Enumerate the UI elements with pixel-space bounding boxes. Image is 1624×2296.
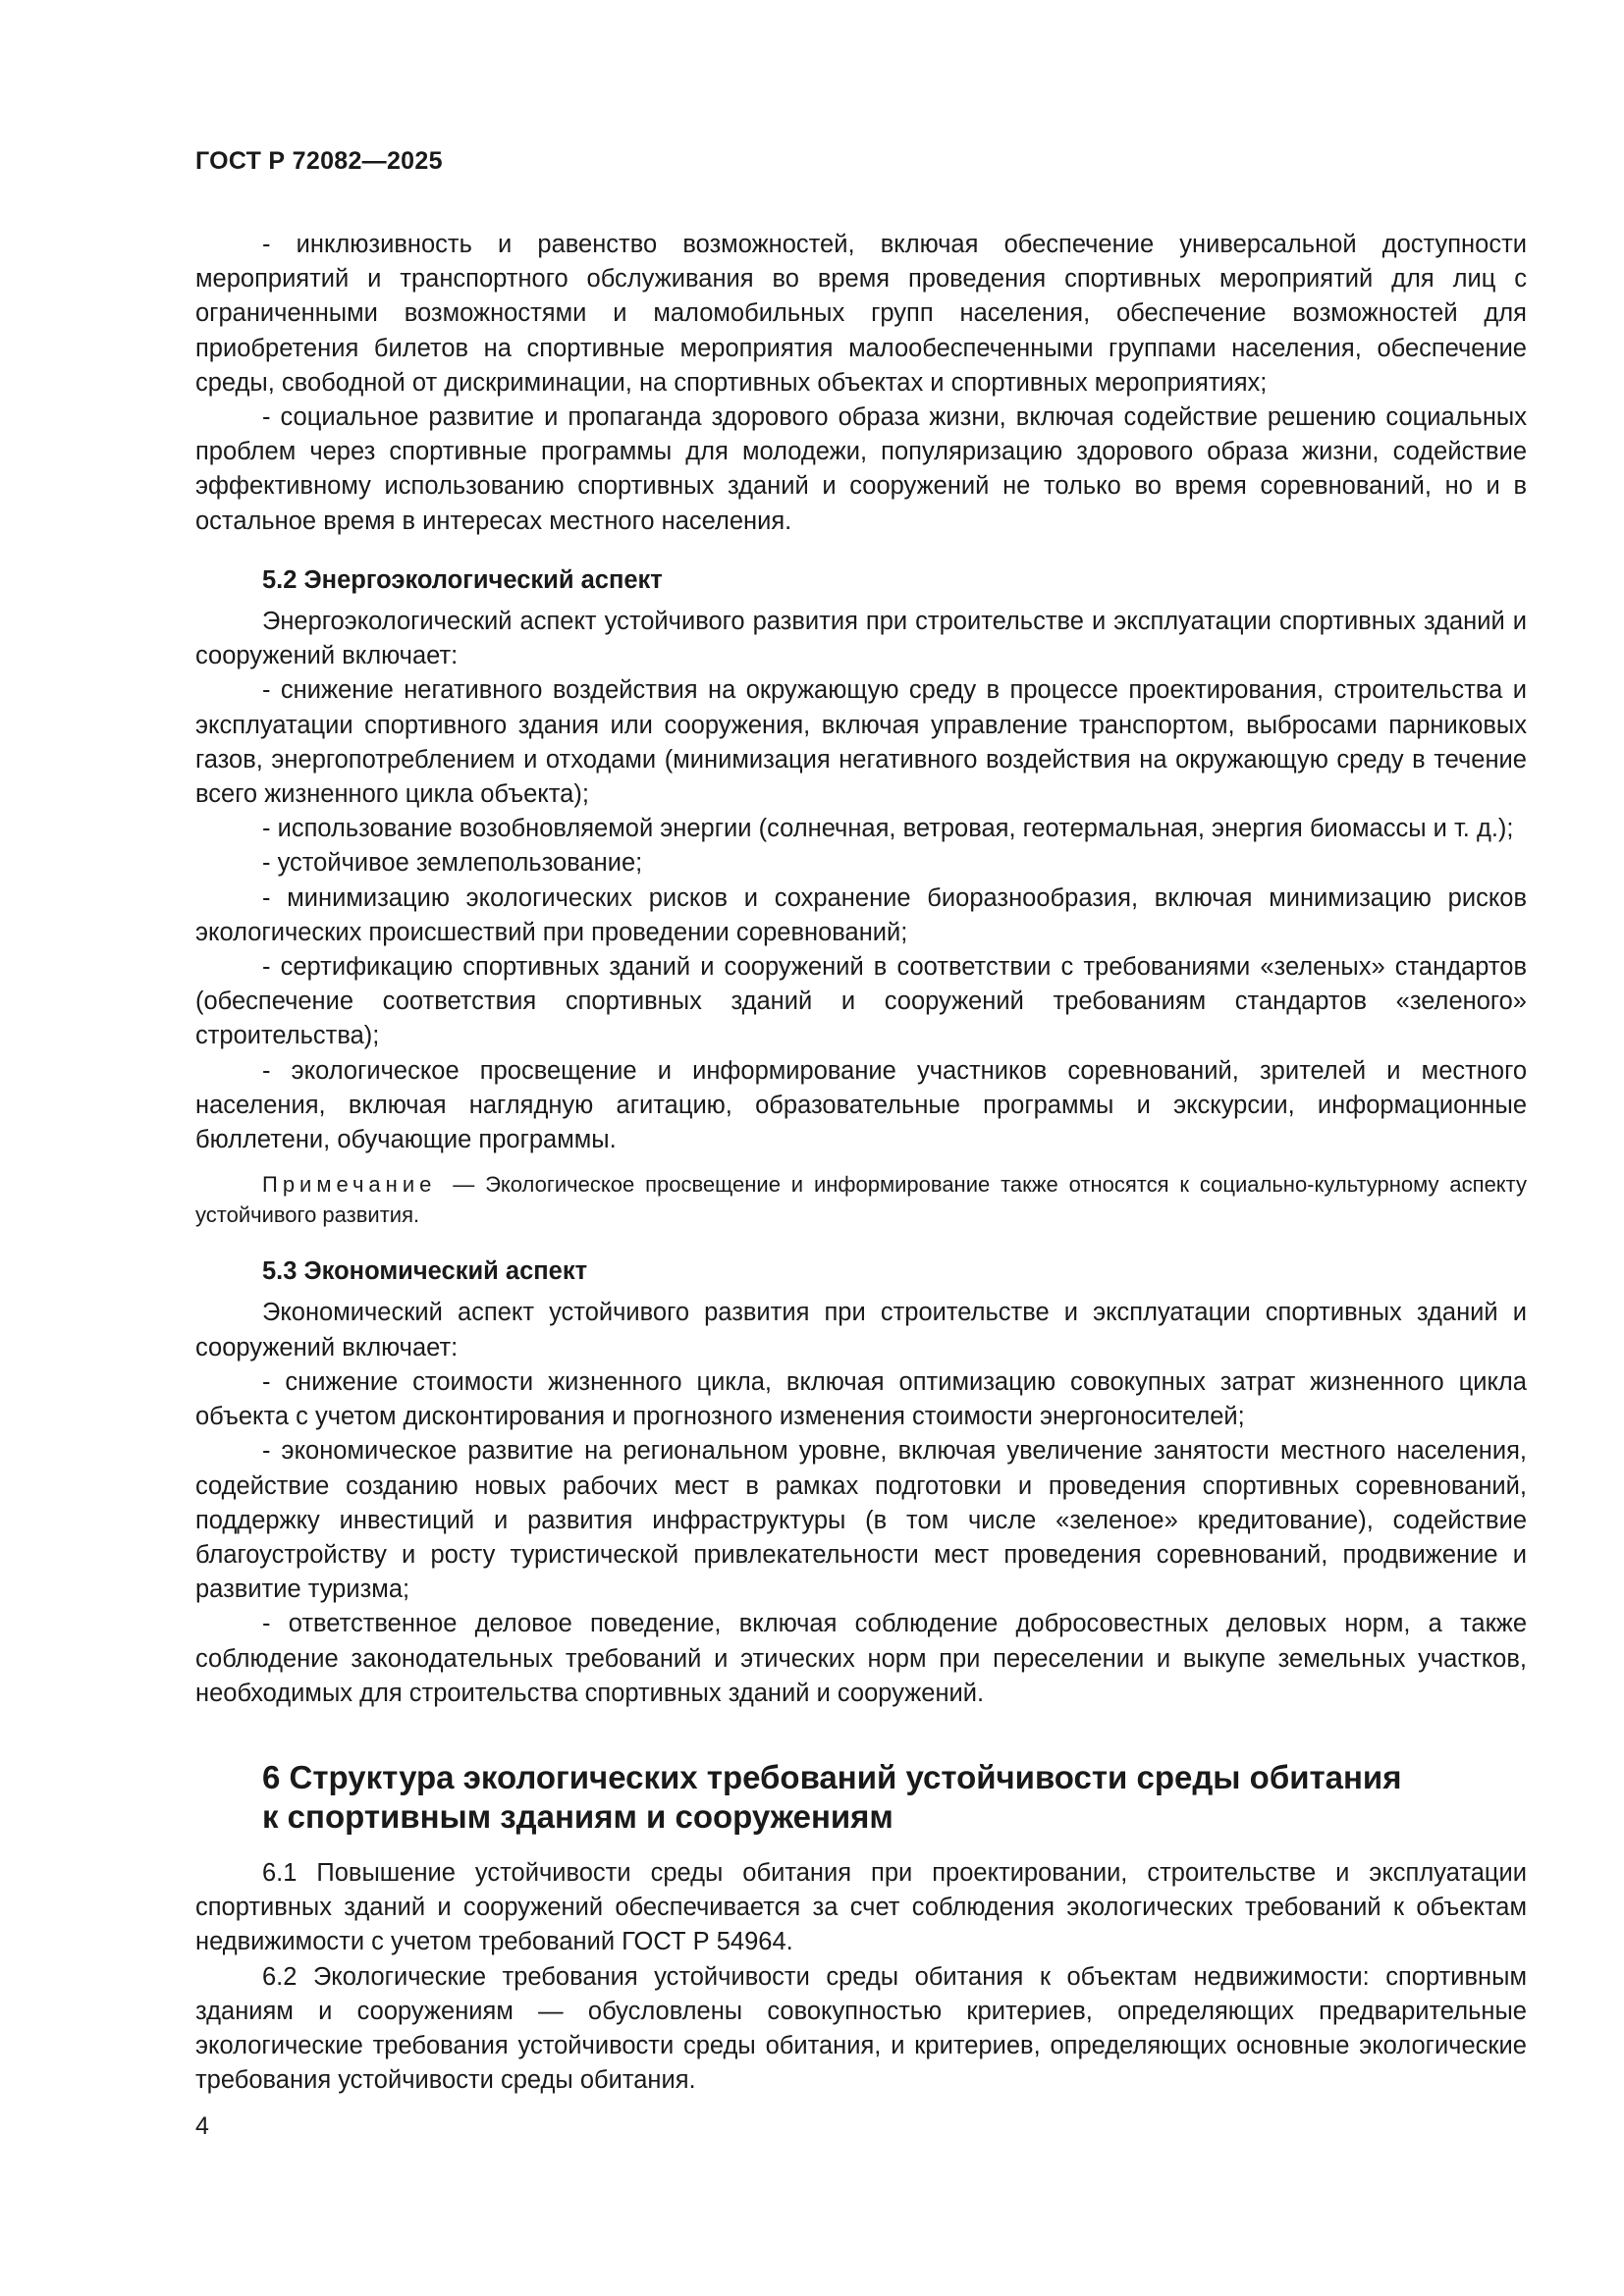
list-item: - социальное развитие и пропаганда здорового образа жизни, включая содействие решению социальных проблем через спортивные программы для молодежи, популяризацию здорового образа жизни, содействие эффективному использованию спортивных зданий и сооружений не только во время соревнований, но и в остальное время в интересах местного населения.	[195, 403, 1527, 535]
subsection-heading-5-3: 5.3 Экономический аспект	[262, 1257, 588, 1286]
note-text: — Экологическое просвещение и информирование также относятся к социально-культурному аспекту устойчивого развития.	[195, 1172, 1527, 1228]
list-item: - инклюзивность и равенство возможностей, включая обеспечение универсальной доступности мероприятий и транспортного обслуживания во время проведения спортивных мероприятий для лиц с ограниченными возможностями и маломобильных групп населения, обеспечение возможностей для приобретения билетов на спортивные мероприятия малообеспеченными группами населения, обеспечение среды, свободной от дискриминации, на спортивных объектах и спортивных мероприятиях;	[195, 231, 1527, 397]
document-body	[195, 228, 1527, 2098]
paragraph: Экономический аспект устойчивого развития при строительстве и эксплуатации спортивных зданий и сооружений включает:	[195, 1299, 1527, 1362]
list-item: - минимизацию экологических рисков и сохранение биоразнообразия, включая минимизацию рисков экологических происшествий при проведении соревнований;	[195, 883, 1527, 946]
document-header: ГОСТ Р 72082—2025	[195, 147, 443, 175]
list-item: - снижение стоимости жизненного цикла, включая оптимизацию совокупных затрат жизненного цикла объекта с учетом дисконтирования и прогнозного изменения стоимости энергоносителей;	[195, 1367, 1527, 1431]
paragraph: 6.2 Экологические требования устойчивости среды обитания к объектам недвижимости: спортивным зданиям и сооружениям — обусловлены совокупностью критериев, определяющих предварительные экологические требования устойчивости среды обитания, и критериев, определяющих основные экологические требования устойчивости среды обитания.	[195, 1962, 1527, 2095]
list-item: - снижение негативного воздействия на окружающую среду в процессе проектирования, строительства и эксплуатации спортивного здания или сооружения, включая управление транспортом, выбросами парниковых газов, энергопотреблением и отходами (минимизация негативного воздействия на окружающую среду в течение всего жизненного цикла объекта);	[195, 676, 1527, 809]
paragraph: 6.1 Повышение устойчивости среды обитания при проектировании, строительстве и эксплуатации спортивных зданий и сооружений обеспечивается за счет соблюдения экологических требований к объектам недвижимости с учетом требований ГОСТ Р 54964.	[195, 1858, 1527, 1956]
list-item: - экономическое развитие на региональном уровне, включая увеличение занятости местного населения, содействие созданию новых рабочих мест в рамках подготовки и проведения спортивных соревнований, поддержку инвестиций и развития инфраструктуры (в том числе «зеленое» кредитование), содействие благоустройству и росту туристической привлекательности мест проведения соревнований, продвижение и развитие туризма;	[195, 1437, 1527, 1604]
list-item: - экологическое просвещение и информирование участников соревнований, зрителей и местного населения, включая наглядную агитацию, образовательные программы и экскурсии, информационные бюллетени, обучающие программы.	[195, 1056, 1527, 1154]
section-title-6	[195, 1758, 1527, 1837]
note-label: Примечание	[262, 1172, 437, 1198]
paragraph: Энергоэкологический аспект устойчивого развития при строительстве и эксплуатации спортивных зданий и сооружений включает:	[195, 608, 1527, 670]
list-item: - сертификацию спортивных зданий и сооружений в соответствии с требованиями «зеленых» стандартов (обеспечение соответствия спортивных зданий и сооружений требованиям стандартов «зеленого» строительства);	[195, 953, 1527, 1050]
section-title-line: к спортивным зданиям и сооружениям	[262, 1797, 893, 1835]
list-item: - использование возобновляемой энергии (солнечная, ветровая, геотермальная, энергия биомассы и т. д.);	[262, 815, 1514, 843]
page-number: 4	[195, 2112, 209, 2140]
section-title-line: 6 Структура экологических требований устойчивости среды обитания	[262, 1758, 1402, 1795]
list-item: - устойчивое землепользование;	[262, 849, 643, 878]
subsection-heading-5-2: 5.2 Энергоэкологический аспект	[262, 565, 663, 594]
list-item: - ответственное деловое поведение, включая соблюдение добросовестных деловых норм, а также соблюдение законодательных требований и этических норм при переселении и выкупе земельных участков, необходимых для строительства спортивных зданий и сооружений.	[195, 1610, 1527, 1707]
note	[195, 1169, 1527, 1230]
